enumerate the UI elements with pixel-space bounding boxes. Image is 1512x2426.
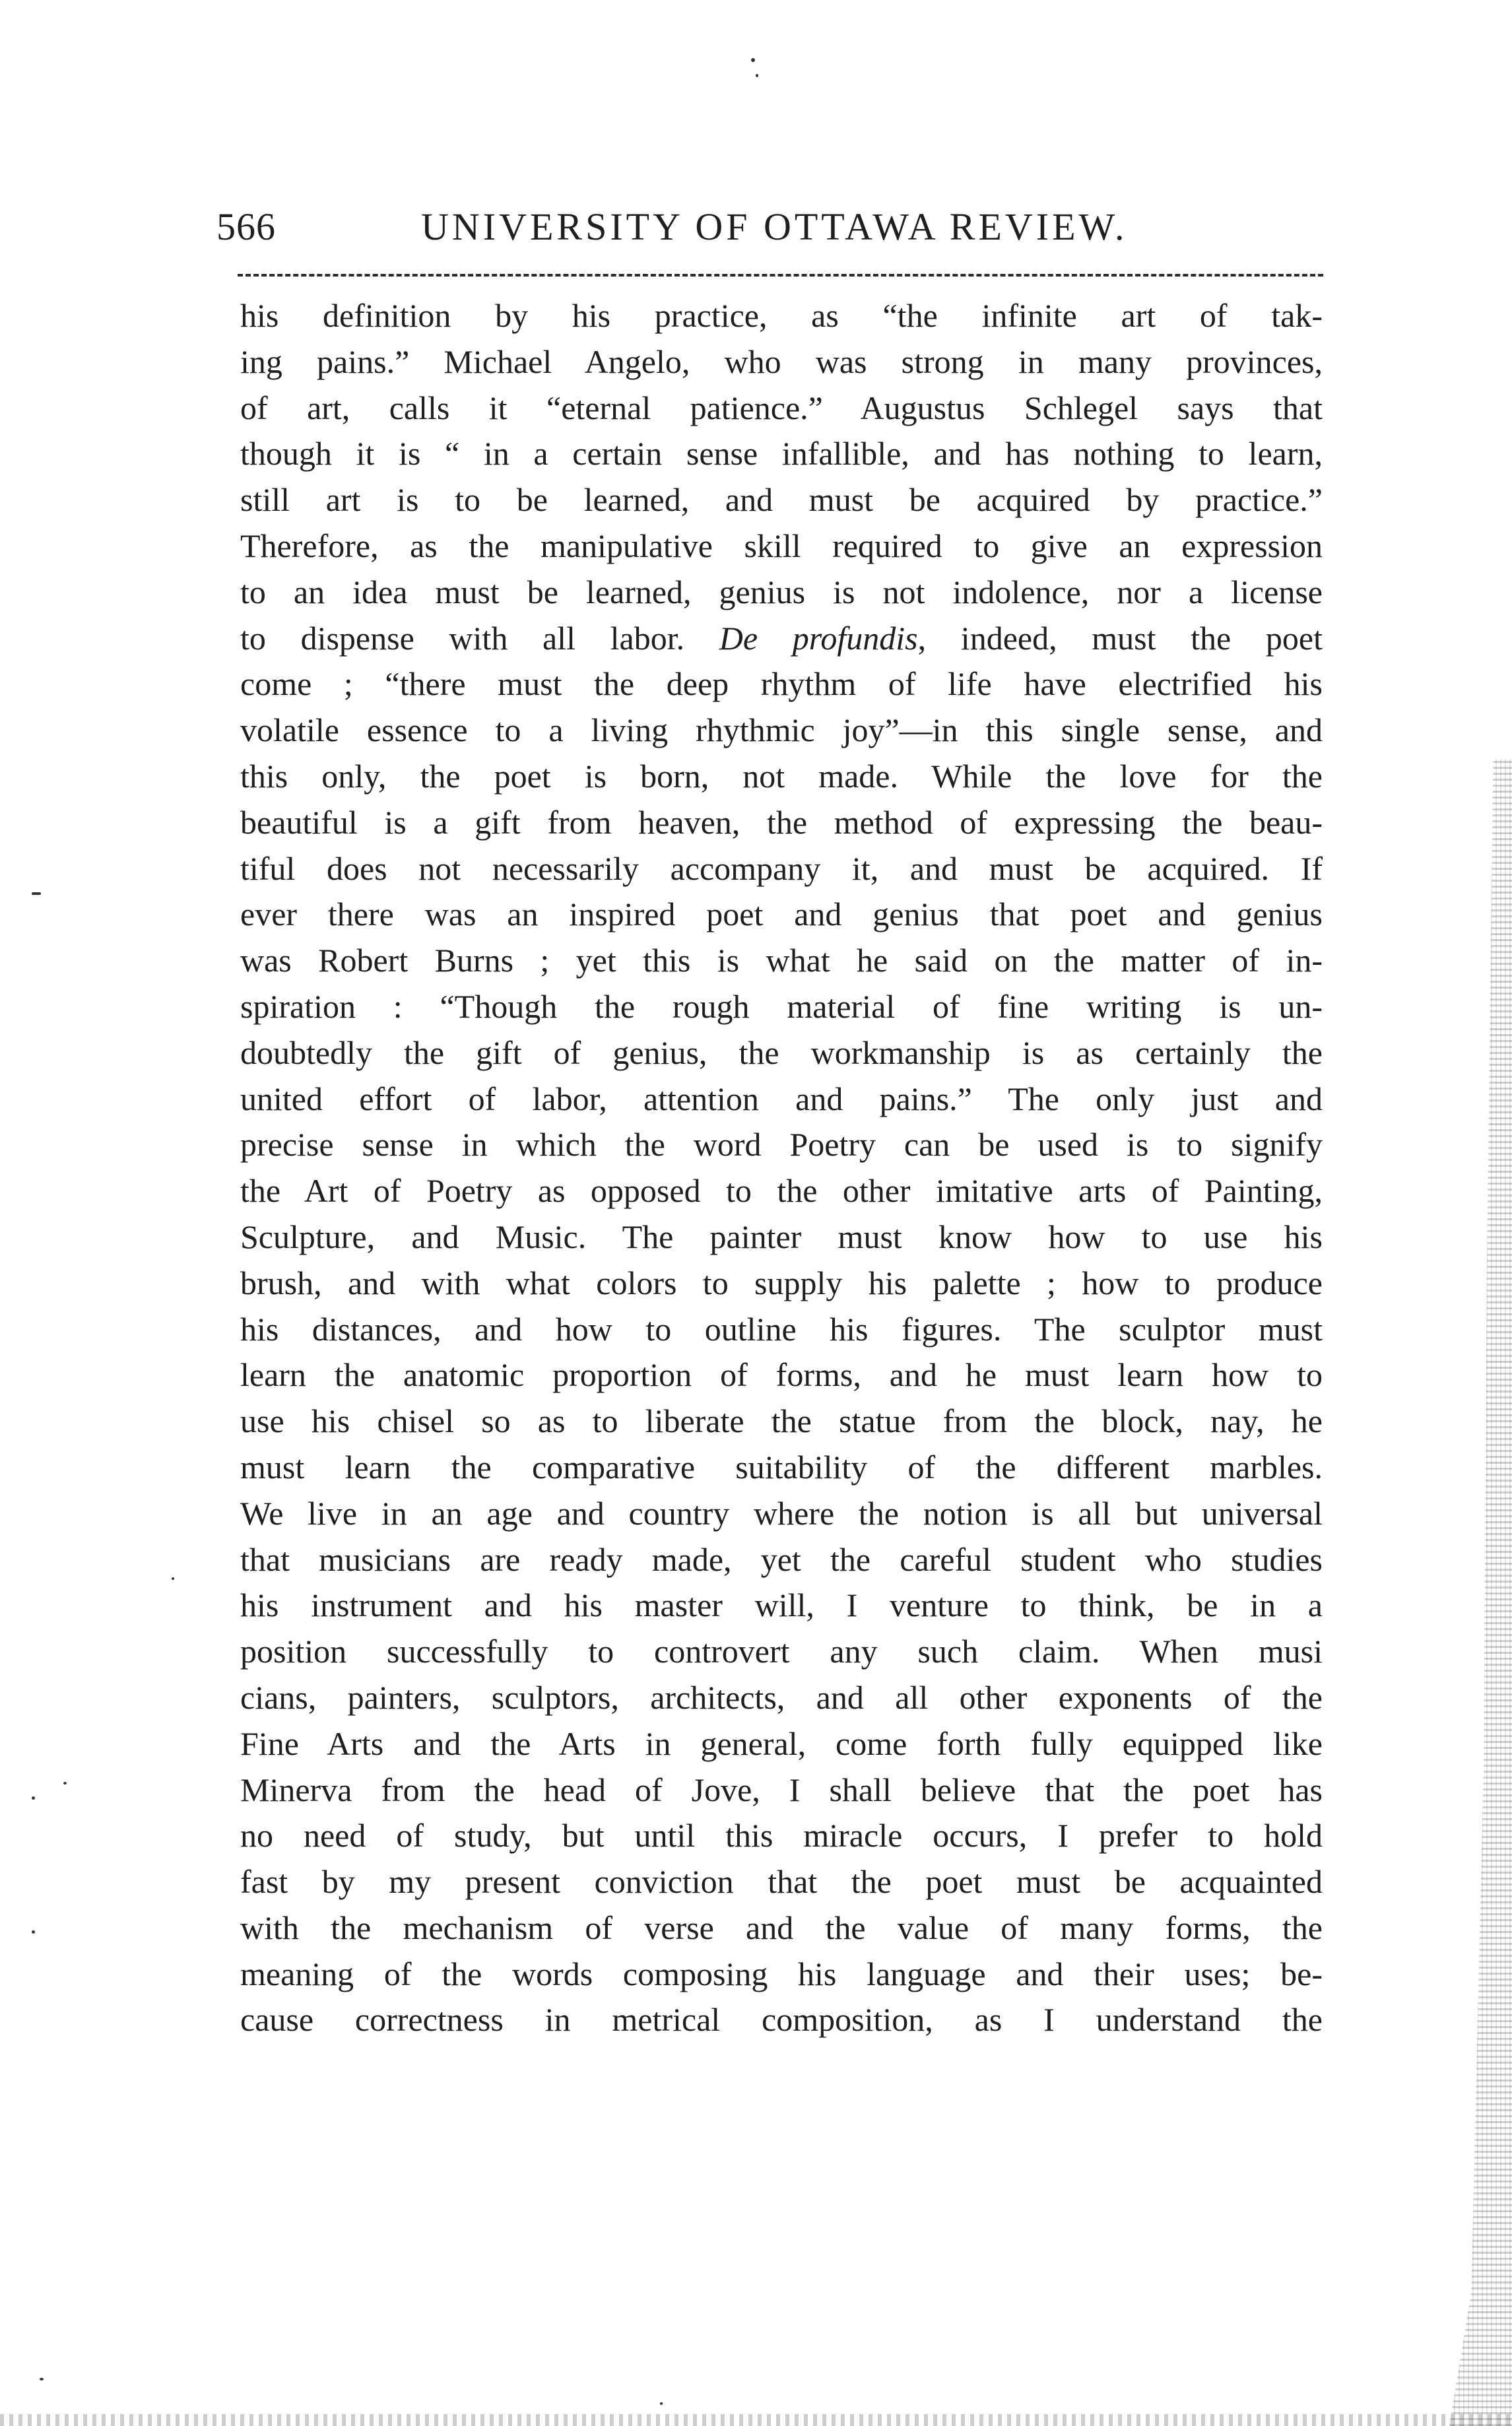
text-line: his instrument and his master will, I venture to think, be in a xyxy=(240,1587,1323,1624)
text-line: no need of study, but until this miracle occurs, I prefer to hold xyxy=(240,1817,1323,1854)
page-edge-shadow xyxy=(1449,759,1512,2426)
ink-speck xyxy=(32,1930,35,1934)
text-line: volatile essence to a living rhythmic joy”—in this single sense, and xyxy=(240,711,1323,749)
text-line: Therefore, as the manipulative skill required to give an expression xyxy=(240,527,1323,564)
text-line: still art is to be learned, and must be acquired by practice.” xyxy=(240,481,1323,519)
text-line: cians, painters, sculptors, architects, and all other exponents of the xyxy=(240,1678,1323,1716)
text-line: the Art of Poetry as opposed to the other imitative arts of Painting, xyxy=(240,1172,1323,1210)
ink-speck xyxy=(40,2378,44,2380)
text-line: must learn the comparative suitability of the different marbles. xyxy=(240,1448,1323,1486)
bottom-edge-shadow xyxy=(0,2414,1512,2426)
text-line: this only, the poet is born, not made. While the love for the xyxy=(240,757,1323,795)
text-line: with the mechanism of verse and the value of many forms, the xyxy=(240,1909,1323,1946)
running-title: UNIVERSITY OF OTTAWA REVIEW. xyxy=(421,205,1128,248)
page-number: 566 xyxy=(216,205,276,248)
text-line: to an idea must be learned, genius is not indolence, nor a license xyxy=(240,573,1323,610)
text-line: Fine Arts and the Arts in general, come forth fully equipped like xyxy=(240,1724,1323,1762)
page-header xyxy=(216,205,1327,277)
ink-speck xyxy=(172,1577,174,1580)
text-line: spiration : “Though the rough material of fine writing is un- xyxy=(240,987,1323,1025)
text-line: united effort of labor, attention and pains.” The only just and xyxy=(240,1080,1323,1117)
text-line: his definition by his practice, as “the infinite art of tak- xyxy=(240,297,1323,334)
text-line: position successfully to controvert any such claim. When musi xyxy=(240,1633,1323,1670)
text-line: fast by my present conviction that the poet must be acquainted xyxy=(240,1863,1323,1901)
text-line: use his chisel so as to liberate the statue from the block, nay, he xyxy=(240,1402,1323,1440)
ink-speck xyxy=(32,1796,35,1800)
text-line: that musicians are ready made, yet the careful student who studies xyxy=(240,1540,1323,1578)
text-line: ing pains.” Michael Angelo, who was strong in many provinces, xyxy=(240,343,1323,380)
text-line: meaning of the words composing his language and their uses; be- xyxy=(240,1955,1323,1992)
text-line: ever there was an inspired poet and genius that poet and genius xyxy=(240,896,1323,933)
ink-speck xyxy=(751,58,755,62)
text-line: come ; “there must the deep rhythm of life have electrified his xyxy=(240,665,1323,703)
text-line: was Robert Burns ; yet this is what he said on the matter of in- xyxy=(240,942,1323,979)
text-line: learn the anatomic proportion of forms, and he must learn how to xyxy=(240,1356,1323,1394)
text-line: his distances, and how to outline his figures. The sculptor must xyxy=(240,1310,1323,1348)
ink-speck xyxy=(32,892,41,895)
text-line: to dispense with all labor. De profundis, indeed, must the poet xyxy=(240,619,1323,657)
header-rule xyxy=(238,274,1323,277)
text-line: doubtedly the gift of genius, the workmanship is as certainly the xyxy=(240,1033,1323,1071)
ink-speck xyxy=(63,1782,67,1785)
text-line: We live in an age and country where the notion is all but universal xyxy=(240,1494,1323,1532)
text-line: beautiful is a gift from heaven, the method of expressing the beau- xyxy=(240,803,1323,841)
text-line: though it is “ in a certain sense infallible, and has nothing to learn, xyxy=(240,435,1323,473)
text-line: tiful does not necessarily accompany it, and must be acquired. If xyxy=(240,849,1323,887)
text-line: precise sense in which the word Poetry can be used is to signify xyxy=(240,1126,1323,1164)
body-text xyxy=(240,293,1323,2043)
text-line: cause correctness in metrical composition, as I understand the xyxy=(240,2001,1323,2039)
ink-speck xyxy=(660,2402,663,2405)
text-line: of art, calls it “eternal patience.” Augustus Schlegel says that xyxy=(240,389,1323,426)
ink-speck xyxy=(756,74,758,77)
text-line: Sculpture, and Music. The painter must know how to use his xyxy=(240,1218,1323,1255)
text-line: brush, and with what colors to supply his palette ; how to produce xyxy=(240,1264,1323,1301)
latin-phrase: De profundis xyxy=(719,619,918,657)
text-line: Minerva from the head of Jove, I shall believe that the poet has xyxy=(240,1771,1323,1808)
